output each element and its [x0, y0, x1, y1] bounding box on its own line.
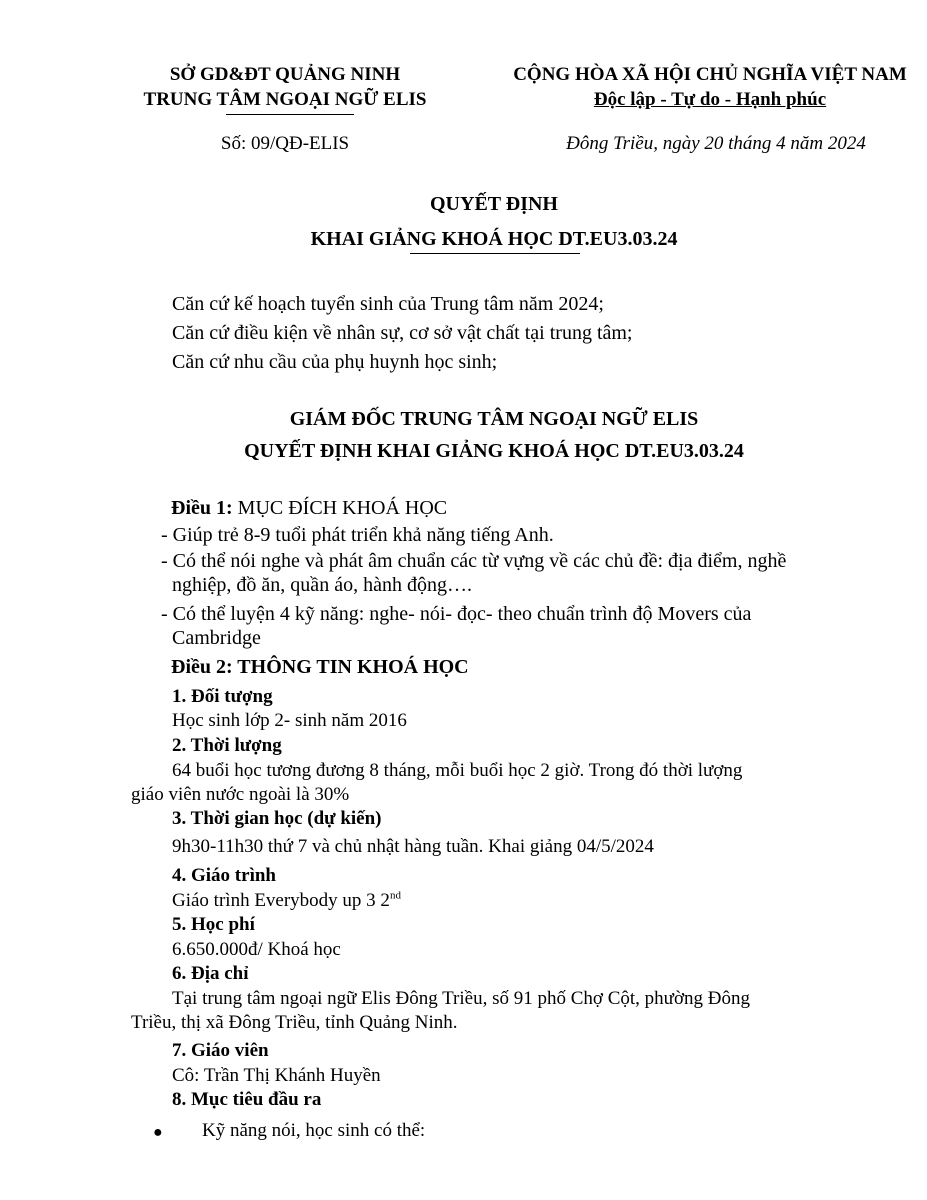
article-1-prefix: Điều 1:: [171, 497, 233, 519]
national-motto: [498, 89, 922, 111]
list-item-continuation: Cambridge: [172, 627, 261, 649]
section-title: 5. Học phí: [172, 914, 255, 935]
list-item: - Có thể luyện 4 kỹ năng: nghe- nói- đọc- theo chuẩn trình độ Movers của: [161, 603, 752, 625]
document-number: Số: 09/QĐ-ELIS: [220, 133, 350, 154]
article-2-heading: Điều 2: THÔNG TIN KHOÁ HỌC: [171, 656, 469, 678]
agency-underline: [226, 114, 354, 115]
section-text: Tại trung tâm ngoại ngữ Elis Đông Triều, số 91 phố Chợ Cột, phường Đông: [172, 988, 750, 1009]
list-item-continuation: nghiệp, đồ ăn, quần áo, hành động….: [172, 574, 472, 596]
place-and-date: Đông Triều, ngày 20 tháng 4 năm 2024: [566, 133, 866, 154]
section-title: 8. Mục tiêu đầu ra: [172, 1089, 322, 1110]
section-text: 64 buổi học tương đương 8 tháng, mỗi buổi học 2 giờ. Trong đó thời lượng: [172, 760, 743, 781]
center-name: TRUNG TÂM NGOẠI NGỮ ELIS: [143, 89, 427, 110]
bullet-icon: ●: [153, 1124, 163, 1141]
republic-name: CỘNG HÒA XÃ HỘI CHỦ NGHĨA VIỆT NAM: [513, 64, 907, 85]
decision-line: QUYẾT ĐỊNH KHAI GIẢNG KHOÁ HỌC DT.EU3.03.24: [244, 440, 744, 462]
section-title: 2. Thời lượng: [172, 735, 282, 756]
list-item: - Giúp trẻ 8-9 tuổi phát triển khả năng tiếng Anh.: [161, 524, 554, 546]
section-title: 4. Giáo trình: [172, 865, 276, 886]
section-text: Học sinh lớp 2- sinh năm 2016: [172, 710, 407, 731]
section-title: 7. Giáo viên: [172, 1040, 269, 1061]
basis-line: Căn cứ điều kiện về nhân sự, cơ sở vật chất tại trung tâm;: [172, 322, 633, 344]
basis-line: Căn cứ nhu cầu của phụ huynh học sinh;: [172, 351, 498, 373]
section-title: 1. Đối tượng: [172, 686, 273, 707]
list-item: - Có thể nói nghe và phát âm chuẩn các từ vựng về các chủ đề: địa điểm, nghề: [161, 550, 787, 572]
edition-superscript: nd: [389, 889, 401, 902]
document-subtitle: KHAI GIẢNG KHOÁ HỌC DT.EU3.03.24: [310, 228, 678, 250]
basis-line: Căn cứ kế hoạch tuyển sinh của Trung tâm năm 2024;: [172, 293, 604, 315]
section-title: 3. Thời gian học (dự kiến): [172, 808, 382, 829]
section-text: Cô: Trần Thị Khánh Huyền: [172, 1065, 381, 1086]
section-title: 6. Địa chỉ: [172, 963, 249, 984]
section-text-continuation: Triều, thị xã Đông Triều, tỉnh Quảng Ninh.: [131, 1012, 458, 1033]
article-1-title: MỤC ĐÍCH KHOÁ HỌC: [232, 497, 448, 519]
section-text: [172, 890, 401, 912]
authority-line: GIÁM ĐỐC TRUNG TÂM NGOẠI NGỮ ELIS: [289, 408, 699, 430]
article-1-heading: [171, 497, 447, 520]
section-text: 9h30-11h30 thứ 7 và chủ nhật hàng tuần. Khai giảng 04/5/2024: [172, 836, 654, 857]
textbook-name: Giáo trình Everybody up 3 2: [172, 890, 390, 911]
motto-text: Độc lập - Tự do - Hạnh phúc: [593, 89, 827, 110]
section-text: 6.650.000đ/ Khoá học: [172, 939, 341, 960]
agency-name: SỞ GD&ĐT QUẢNG NINH: [169, 64, 401, 85]
document-title: QUYẾT ĐỊNH: [430, 193, 558, 215]
title-underline: [410, 253, 580, 254]
bullet-text: Kỹ năng nói, học sinh có thể:: [202, 1120, 426, 1141]
section-text-continuation: giáo viên nước ngoài là 30%: [131, 784, 350, 805]
